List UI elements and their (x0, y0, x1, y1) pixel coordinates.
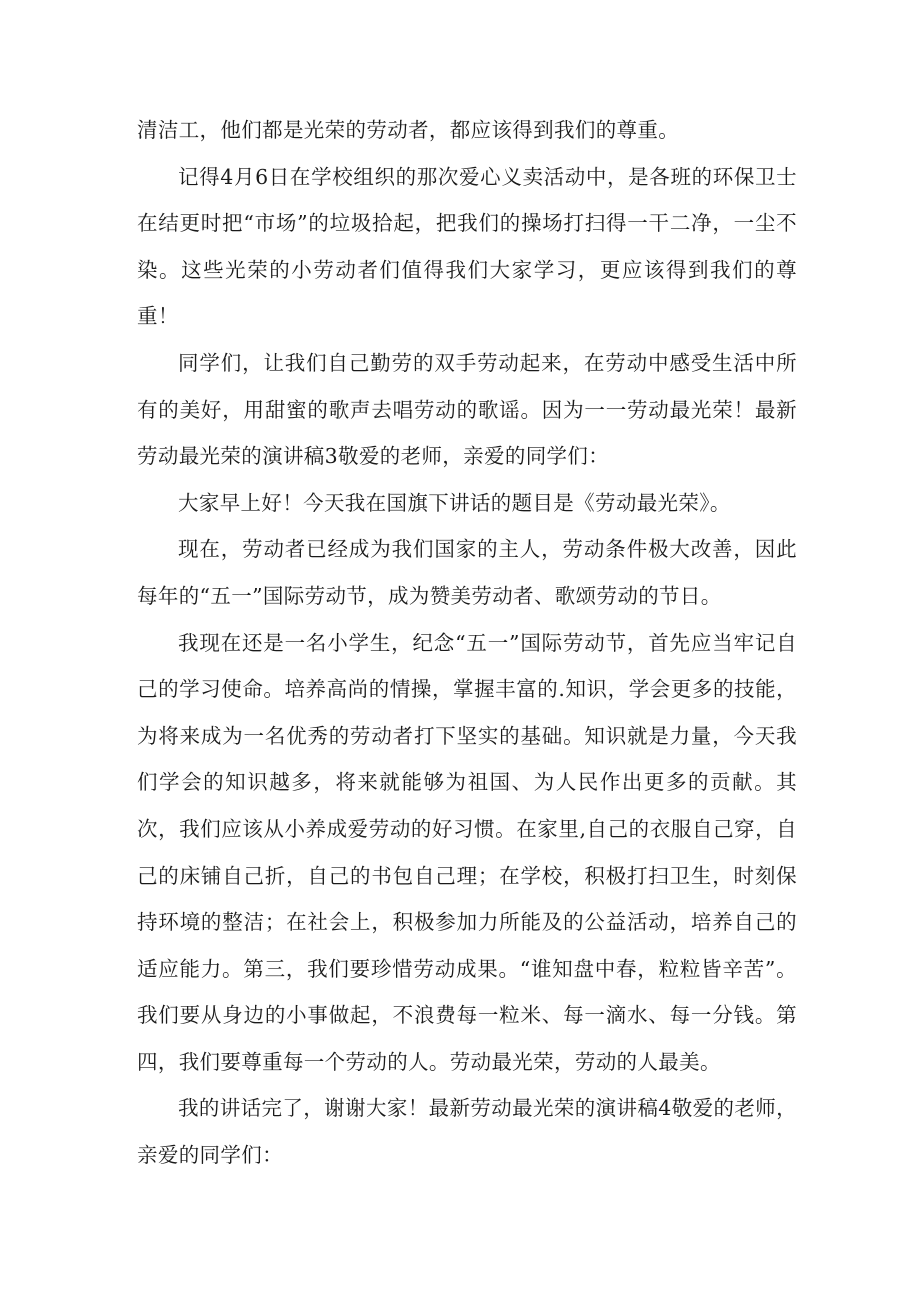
paragraph-1: 清洁工，他们都是光荣的劳动者，都应该得到我们的尊重。 (137, 118, 680, 142)
paragraph-7: 我的讲话完了，谢谢大家！最新劳动最光荣的演讲稿4敬爱的老师，亲爱的同学们： (137, 1096, 797, 1168)
document-body (137, 107, 797, 1179)
paragraph-4: 大家早上好！今天我在国旗下讲话的题目是《劳动最光荣》。 (178, 490, 731, 515)
paragraph-2: 记得4月6日在学校组织的那次爱心义卖活动中，是各班的环保卫士在结更时把“市场”的垃圾拾起，把我们的操场打扫得一干二净，一尘不染。这些光荣的小劳动者们值得我们大家学习，更应该得到我们的尊重！ (137, 164, 797, 329)
paragraph-6: 我现在还是一名小学生，纪念“五一”国际劳动节，首先应当牢记自己的学习使命。培养高尚的情操，掌握丰富的.知识，学会更多的技能，为将来成为一名优秀的劳动者打下坚实的基础。知识就是力量，今天我们学会的知识越多，将来就能够为祖国、为人民作出更多的贡献。其次，我们应该从小养成爱劳动的好习惯。在家里,自己的衣服自己穿，自己的床铺自己折，自己的书包自己理；在学校，积极打扫卫生，时刻保持环境的整洁；在社会上，积极参加力所能及的公益活动，培养自己的适应能力。第三，我们要珍惜劳动成果。“谁知盘中春，粒粒皆辛苦”。我们要从身边的小事做起，不浪费每一粒米、每一滴水、每一分钱。第四，我们要尊重每一个劳动的人。劳动最光荣，劳动的人最美。 (137, 630, 797, 1074)
paragraph-5: 现在，劳动者已经成为我们国家的主人，劳动条件极大改善，因此每年的“五一”国际劳动节，成为赞美劳动者、歌颂劳动的节日。 (137, 537, 797, 608)
paragraph-3: 同学们，让我们自己勤劳的双手劳动起来，在劳动中感受生活中所有的美好，用甜蜜的歌声去唱劳动的歌谣。因为一一劳动最光荣！最新劳动最光荣的演讲稿3敬爱的老师，亲爱的同学们： (137, 350, 797, 469)
